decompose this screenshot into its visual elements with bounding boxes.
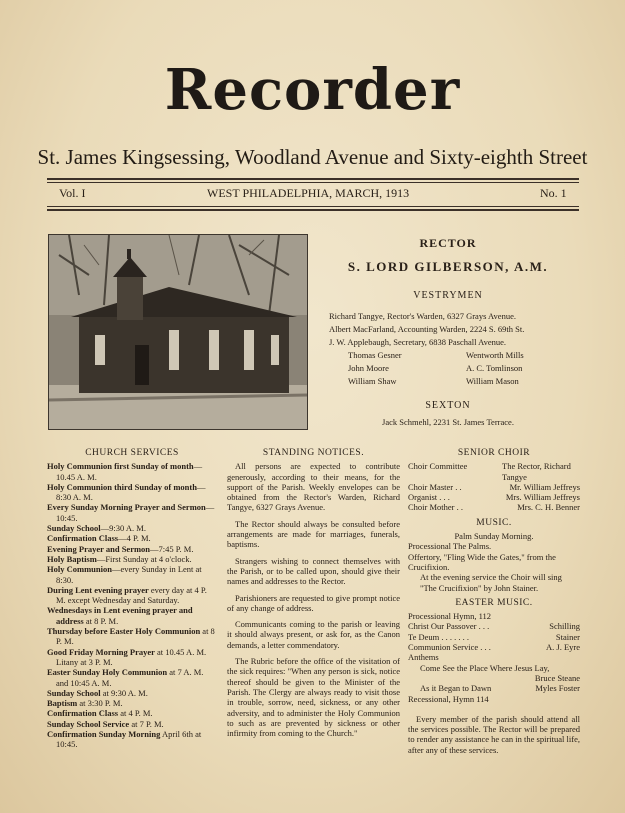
service-time: at 7 P. M. xyxy=(129,718,164,729)
bottom-rule-thin xyxy=(47,206,579,207)
service-time: at 7 A. M. and 10:45 A. M. xyxy=(56,667,204,688)
bottom-rule xyxy=(47,209,579,211)
service-item xyxy=(47,502,217,523)
choir-row xyxy=(408,492,580,502)
service-name: Holy Communion first Sunday of month xyxy=(47,461,194,472)
choir-row xyxy=(408,482,580,492)
service-time: April 6th at 10:45. xyxy=(56,729,202,750)
service-item xyxy=(47,729,217,750)
choir-row-value: Mrs. William Jeffreys xyxy=(505,492,580,503)
service-name: During Lent evening prayer xyxy=(47,584,149,595)
notice-paragraph: The Rubric before the office of the visitation of the sick requires: "When any person is sick, notice thereof should be given to the Minister of the Parish. The Clergy are always ready to visit those in trouble, sorrow, need, sickness, or any other adversity, and to administer the Holy Communion to such as are prevented by sickness or other infirmity from coming to the Church." xyxy=(227,656,400,739)
anthem-title: Come See the Place Where Jesus Lay, xyxy=(420,662,550,673)
service-item xyxy=(47,708,217,718)
service-item xyxy=(47,533,217,543)
volume-label: Vol. I xyxy=(59,186,86,200)
service-time: —8:30 A. M. xyxy=(56,481,206,503)
music-line: Palm Sunday Morning. xyxy=(454,531,534,542)
service-name: Confirmation Class xyxy=(47,533,119,544)
sexton-heading: SEXTON xyxy=(425,400,471,411)
choir-row xyxy=(408,502,580,512)
notice-paragraph: Strangers wishing to connect themselves with the Parish, or to be called upon, should give their names and addresses to the Rector. xyxy=(227,555,400,587)
standing-notices-column xyxy=(227,448,400,744)
choir-row-value: Mrs. C. H. Benner xyxy=(517,502,580,513)
choir-row-label: Choir Mother . . xyxy=(408,502,464,513)
choir-committee-row xyxy=(408,461,580,482)
anthems-label: Anthems xyxy=(408,652,439,663)
anthem-composer: Myles Foster xyxy=(535,683,580,694)
vestryman-name: William Shaw xyxy=(348,376,397,386)
service-time: —First Sunday at 4 o'clock. xyxy=(96,553,192,564)
senior-choir-heading: SENIOR CHOIR xyxy=(457,448,531,458)
service-item xyxy=(47,564,217,585)
service-name: Sunday School xyxy=(47,687,101,698)
vestryman-line: Albert MacFarland, Accounting Warden, 2224 S. 69th St. xyxy=(329,324,525,334)
choir-music-column xyxy=(408,448,580,755)
notice-paragraph: Communicants coming to the parish or leaving it should always present, or ask for, as the Canon demands, a letter commendatory. xyxy=(227,619,400,650)
service-item xyxy=(47,544,217,554)
recessional-hymn: Recessional, Hymn 114 xyxy=(408,693,489,704)
church-services-column xyxy=(47,448,217,750)
service-item xyxy=(47,719,217,729)
choir-committee-label: Choir Committee xyxy=(408,461,468,472)
easter-music-value: Stainer xyxy=(555,631,580,642)
vestryman-name: Wentworth Mills xyxy=(466,350,524,360)
place-date: WEST PHILADELPHIA, MARCH, 1913 xyxy=(207,186,410,200)
rector-name: S. LORD GILBERSON, A.M. xyxy=(347,259,549,274)
service-name: Evening Prayer and Sermon xyxy=(47,543,151,554)
service-item xyxy=(47,605,217,626)
service-time: —10.45 A. M. xyxy=(56,461,203,482)
service-name: Good Friday Morning Prayer xyxy=(47,646,155,657)
service-time: —10:45. xyxy=(56,502,215,523)
service-item xyxy=(47,647,217,668)
easter-music-row xyxy=(408,632,580,642)
service-item xyxy=(47,554,217,564)
vestryman-name: William Mason xyxy=(466,376,519,386)
service-time: at 8 P. M. xyxy=(56,626,215,647)
masthead-title: Recorder xyxy=(164,57,461,123)
easter-music-value: Schilling xyxy=(549,621,580,632)
service-time: —7:45 P. M. xyxy=(150,543,194,554)
church-services-heading: CHURCH SERVICES xyxy=(85,448,179,458)
choir-row-label: Organist . . . xyxy=(408,492,450,503)
service-name: Easter Sunday Holy Communion xyxy=(47,667,168,678)
music-line: Offertory, "Fling Wide the Gates," from the Crucifixion. xyxy=(408,551,556,572)
service-item xyxy=(47,626,217,647)
service-name: Sunday School Service xyxy=(47,718,130,729)
service-time: at 8 P. M. xyxy=(83,615,119,626)
top-rule xyxy=(47,178,579,180)
choir-row-label: Choir Master . . xyxy=(408,481,462,492)
notice-paragraph: Parishioners are requested to give prompt notice of any change of address. xyxy=(227,592,400,613)
vestryman-line: J. W. Applebaugh, Secretary, 6838 Paschall Avenue. xyxy=(329,337,507,347)
service-item xyxy=(47,482,217,503)
anthem-row xyxy=(408,683,580,693)
easter-music-label: Christ Our Passover . . . xyxy=(408,621,490,632)
sexton-line: Jack Schmehl, 2231 St. James Terrace. xyxy=(382,417,514,427)
service-name: Holy Communion xyxy=(47,564,112,575)
service-item xyxy=(47,667,217,688)
easter-music-row xyxy=(408,642,580,652)
easter-music-label: Communion Service . . . xyxy=(408,642,491,653)
service-name: Sunday School xyxy=(47,523,101,534)
service-time: at 9:30 A. M. xyxy=(100,687,148,698)
service-time: —9:30 A. M. xyxy=(100,523,146,534)
top-rule-thin xyxy=(47,182,579,183)
service-time: at 4 P. M. xyxy=(118,708,153,719)
service-item xyxy=(47,461,217,482)
service-name: Thursday before Easter Holy Communion xyxy=(47,626,201,637)
service-item xyxy=(47,523,217,533)
closing-paragraph: Every member of the parish should attend all the services possible. The Rector will be prepared to render any assistance he can in the spiritual life, after any of these services. xyxy=(408,713,580,755)
music-line: At the evening service the Choir will sing "The Crucifixion" by John Stainer. xyxy=(420,572,562,593)
service-item xyxy=(47,585,217,606)
service-name: Holy Communion third Sunday of month xyxy=(47,481,197,492)
vestryman-name: John Moore xyxy=(348,363,389,373)
vestrymen-heading: VESTRYMEN xyxy=(413,290,483,301)
music-line: Processional The Palms. xyxy=(408,541,492,552)
easter-music-value: A. J. Eyre xyxy=(546,642,580,653)
choir-row-value: Mr. William Jeffreys xyxy=(509,481,580,492)
subtitle: St. James Kingsessing, Woodland Avenue and Sixty-eighth Street xyxy=(37,145,588,169)
anthem-composer: Bruce Steane xyxy=(534,672,580,683)
service-name: Holy Baptism xyxy=(47,553,97,564)
vestryman-name: Thomas Gesner xyxy=(348,350,402,360)
services-list xyxy=(47,461,217,749)
easter-music-heading: EASTER MUSIC. xyxy=(455,597,533,608)
vestryman-line: Richard Tangye, Rector's Warden, 6327 Grays Avenue. xyxy=(329,311,516,321)
standing-notices-heading: STANDING NOTICES. xyxy=(262,448,365,458)
service-name: Wednesdays in Lent evening prayer and address xyxy=(47,605,193,626)
service-time: —every Sunday in Lent at 8:30. xyxy=(56,564,202,585)
service-item xyxy=(47,698,217,708)
easter-music-row xyxy=(408,621,580,631)
service-name: Baptism xyxy=(47,698,78,709)
rector-heading: RECTOR xyxy=(419,236,477,250)
service-time: —4 P. M. xyxy=(118,533,151,544)
service-time: at 3:30 P. M. xyxy=(77,698,123,709)
service-time: at 10.45 A. M. Litany at 3 P. M. xyxy=(56,646,207,667)
service-item xyxy=(47,688,217,698)
church-photo-image xyxy=(49,235,307,429)
choir-committee-value: The Rector, Richard Tangye xyxy=(502,461,571,482)
easter-music-label: Te Deum . . . . . . . xyxy=(408,631,470,642)
anthem-title: As it Began to Dawn xyxy=(420,683,492,694)
music-heading: MUSIC. xyxy=(476,517,512,528)
church-photo xyxy=(48,234,308,430)
service-name: Every Sunday Morning Prayer and Sermon xyxy=(47,502,206,513)
service-name: Confirmation Class xyxy=(47,708,119,719)
notice-paragraph: All persons are expected to contribute generously, according to their means, for the support of the Parish. Weekly envelopes can be obtained from the Rector's Warden, Richard Tangye, 6327 Grays Avenue. xyxy=(227,461,400,513)
dateline xyxy=(47,186,579,206)
vestryman-name: A. C. Tomlinson xyxy=(466,363,523,373)
notice-paragraph: The Rector should always be consulted before arrangements are made for marriages, funerals, baptisms. xyxy=(227,518,400,550)
service-time: every day at 4 P. M. except Wednesday and Saturday. xyxy=(56,584,207,606)
service-name: Confirmation Sunday Morning xyxy=(47,729,161,740)
processional-hymn: Processional Hymn, 112 xyxy=(408,611,492,622)
issue-number: No. 1 xyxy=(540,186,567,200)
